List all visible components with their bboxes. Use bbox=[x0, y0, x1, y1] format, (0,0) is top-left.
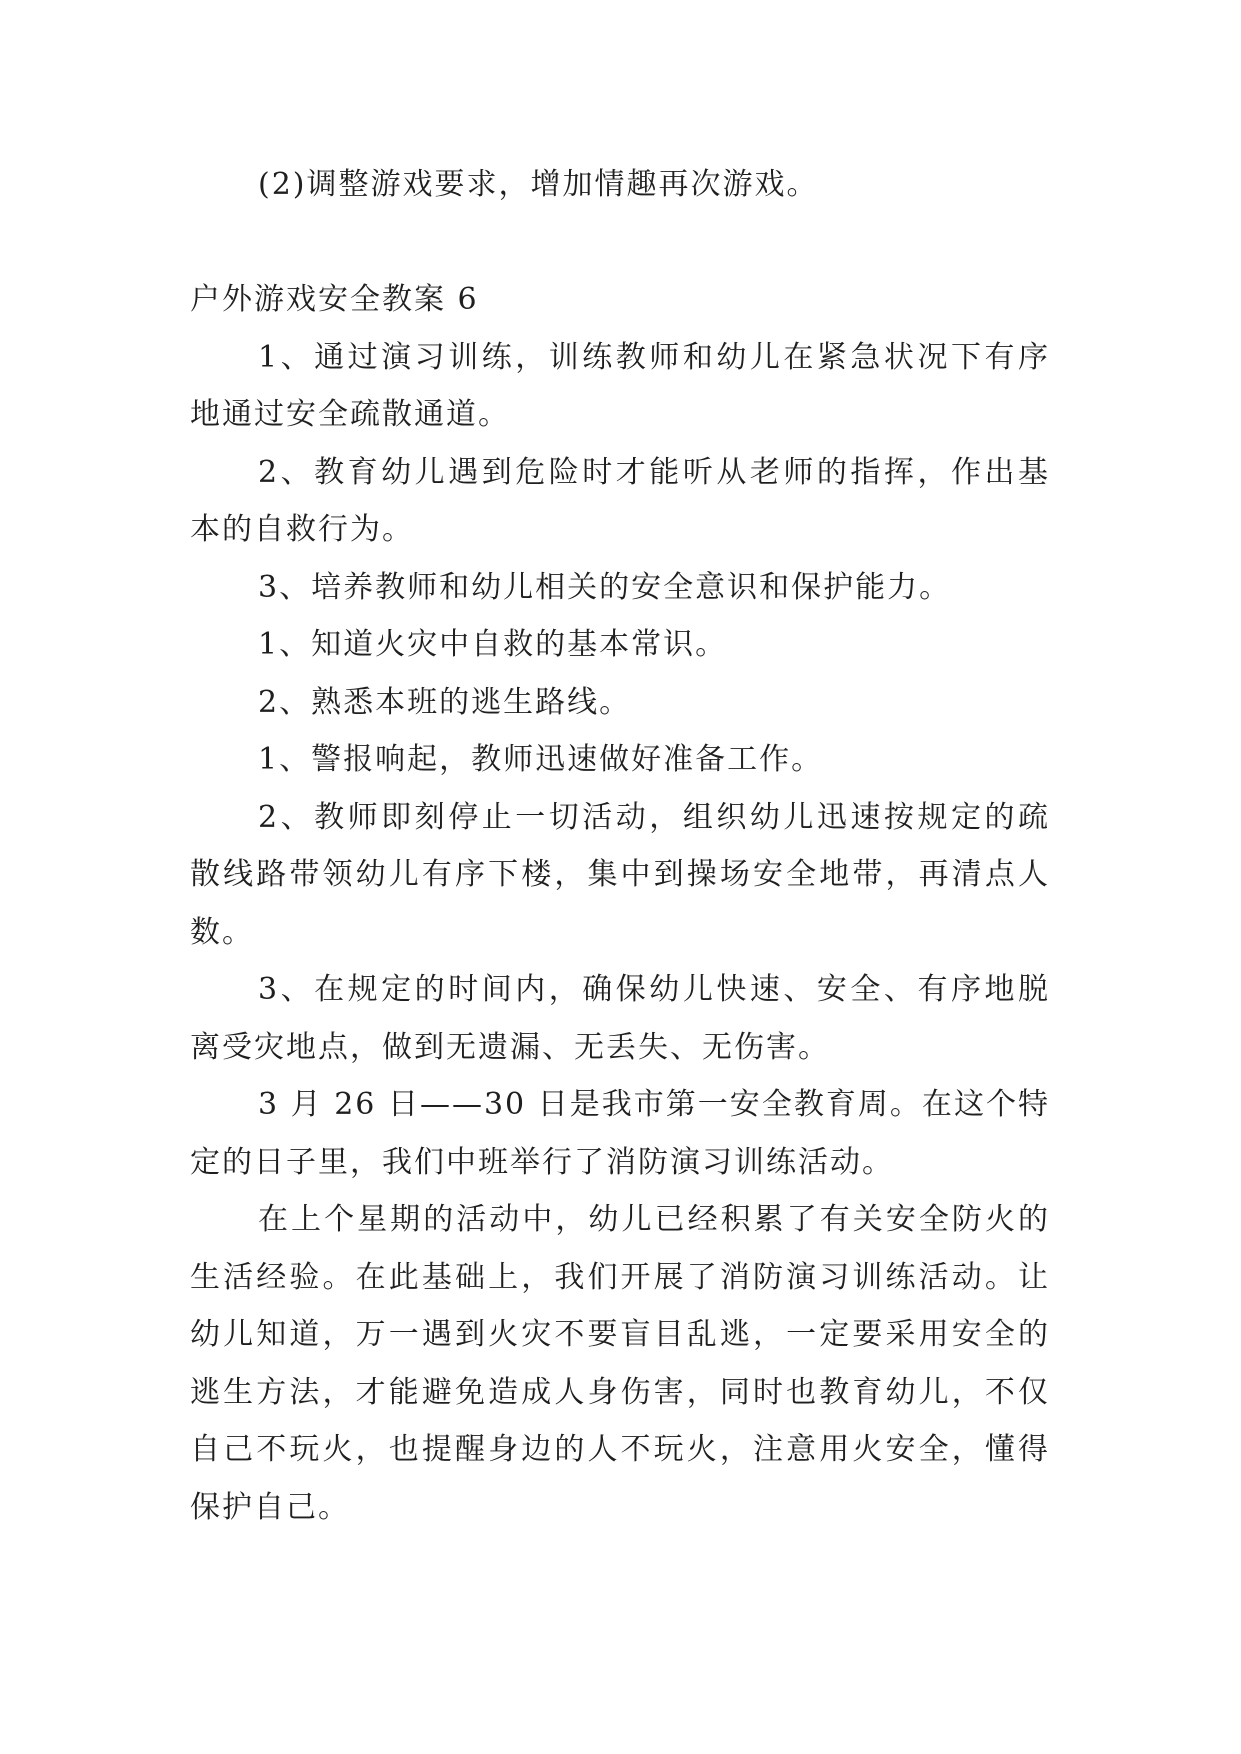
paragraph-reflection-2 bbox=[190, 1191, 1050, 1536]
paragraph-line: 数。 bbox=[190, 914, 254, 950]
paragraph-reflection-1 bbox=[190, 1076, 1050, 1191]
paragraph-line: 2、教育幼儿遇到危险时才能听从老师的指挥，作出基 bbox=[258, 454, 1050, 490]
paragraph-objective-2 bbox=[190, 444, 1050, 559]
paragraph-line: 2、熟悉本班的逃生路线。 bbox=[258, 684, 632, 720]
paragraph-line: 离受灾地点，做到无遗漏、无丢失、无伤害。 bbox=[190, 1029, 830, 1065]
paragraph-line: 在上个星期的活动中，幼儿已经积累了有关安全防火的 bbox=[258, 1202, 1050, 1237]
intro-line: (2)调整游戏要求，增加情趣再次游戏。 bbox=[258, 167, 819, 202]
document-body bbox=[190, 156, 1050, 1536]
paragraph-process-2 bbox=[190, 789, 1050, 962]
paragraph-line: 散线路带领幼儿有序下楼，集中到操场安全地带，再清点人 bbox=[190, 857, 1050, 892]
paragraph-line: 3 月 26 日——30 日是我市第一安全教育周。在这个特 bbox=[258, 1087, 1050, 1122]
paragraph-process-3 bbox=[190, 961, 1050, 1076]
paragraph-line: 2、教师即刻停止一切活动，组织幼儿迅速按规定的疏 bbox=[258, 799, 1050, 835]
paragraph-line: 逃生方法，才能避免造成人身伤害，同时也教育幼儿，不仅 bbox=[190, 1374, 1050, 1410]
blank-line bbox=[190, 214, 1050, 272]
paragraph-line: 3、培养教师和幼儿相关的安全意识和保护能力。 bbox=[258, 569, 952, 605]
paragraph-line: 生活经验。在此基础上，我们开展了消防演习训练活动。让 bbox=[190, 1259, 1050, 1295]
paragraph-line: 1、知道火灾中自救的基本常识。 bbox=[258, 627, 728, 662]
paragraph-line: 定的日子里，我们中班举行了消防演习训练活动。 bbox=[190, 1144, 894, 1180]
paragraph-prep-1 bbox=[190, 616, 1050, 674]
paragraph-line: 保护自己。 bbox=[190, 1489, 350, 1525]
paragraph-line: 本的自救行为。 bbox=[190, 512, 414, 547]
paragraph-line: 自己不玩火，也提醒身边的人不玩火，注意用火安全，懂得 bbox=[190, 1432, 1050, 1467]
paragraph-line: 地通过安全疏散通道。 bbox=[190, 397, 510, 432]
paragraph-line: 幼儿知道，万一遇到火灾不要盲目乱逃，一定要采用安全的 bbox=[190, 1317, 1050, 1352]
paragraph-line: 1、警报响起，教师迅速做好准备工作。 bbox=[258, 742, 824, 777]
paragraph-process-1 bbox=[190, 731, 1050, 789]
paragraph-objective-1 bbox=[190, 329, 1050, 444]
paragraph-prep-2 bbox=[190, 674, 1050, 732]
paragraph-line: 1、通过演习训练，训练教师和幼儿在紧急状况下有序 bbox=[258, 339, 1050, 375]
paragraph-objective-3 bbox=[190, 559, 1050, 617]
section-title: 户外游戏安全教案 6 bbox=[190, 282, 479, 317]
paragraph-line: 3、在规定的时间内，确保幼儿快速、安全、有序地脱 bbox=[258, 972, 1050, 1007]
